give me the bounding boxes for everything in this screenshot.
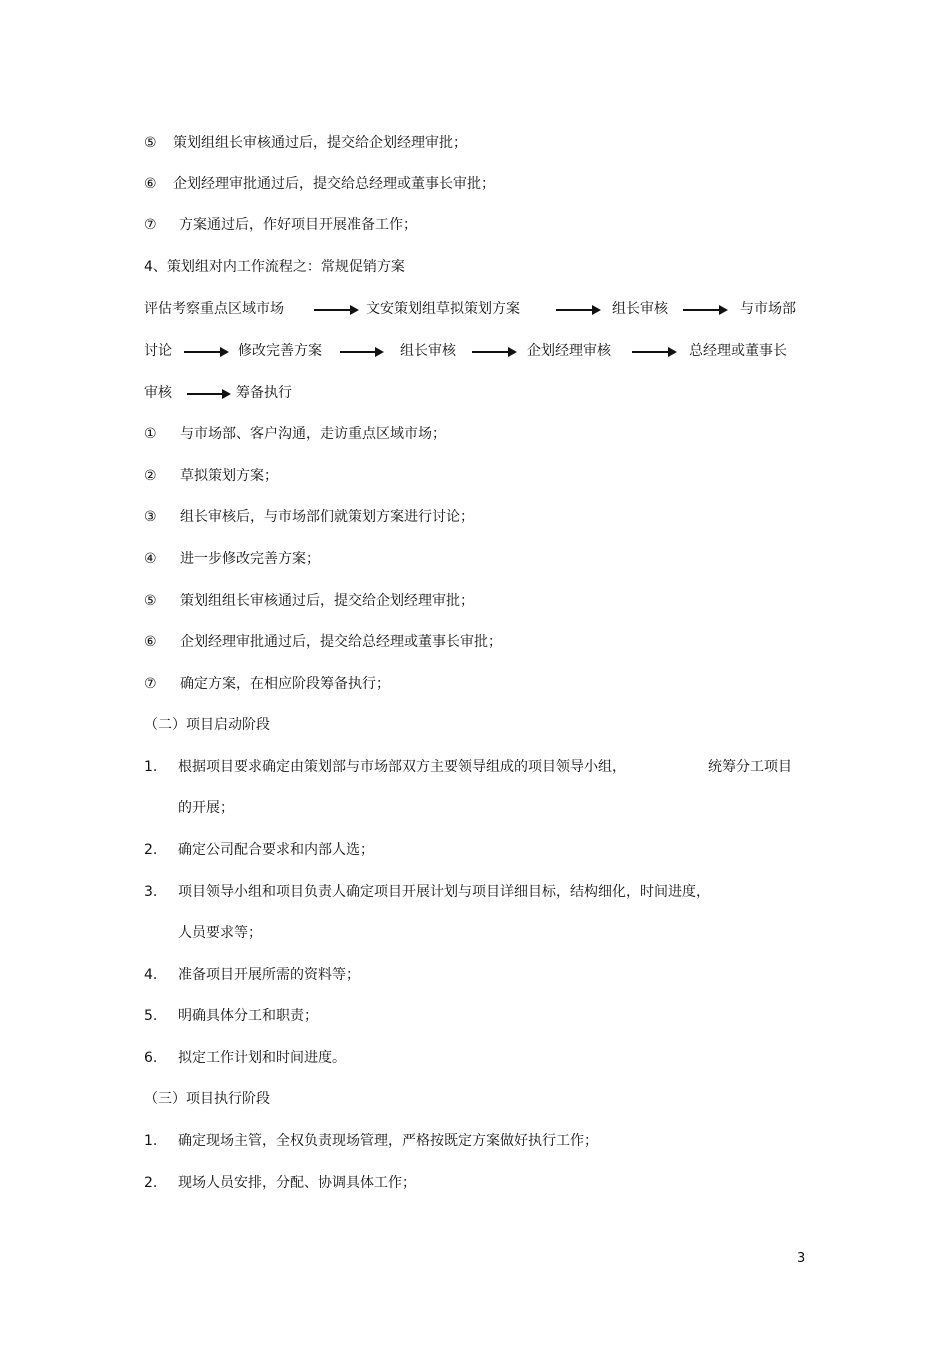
arrow-right-icon bbox=[683, 309, 726, 311]
item-text: 组长审核后，与市场部们就策划方案进行讨论； bbox=[180, 509, 474, 525]
item-number: 3. bbox=[144, 884, 158, 900]
flow-row bbox=[0, 341, 950, 361]
item-number: 1. bbox=[144, 1133, 158, 1149]
page-number: 3 bbox=[797, 1251, 806, 1266]
item-text: 准备项目开展所需的资料等； bbox=[178, 967, 360, 983]
flow-step: 组长审核 bbox=[612, 301, 668, 317]
item-text-tail: 统筹分工项目 bbox=[708, 759, 792, 775]
item-number: 2. bbox=[144, 842, 158, 858]
item-number: 1. bbox=[144, 759, 158, 775]
flow-step: 评估考察重点区域市场 bbox=[144, 301, 284, 317]
item-text: 确定现场主管，全权负责现场管理，严格按既定方案做好执行工作； bbox=[178, 1133, 598, 1149]
item-text: 草拟策划方案； bbox=[180, 468, 278, 484]
item-text: 进一步修改完善方案； bbox=[180, 551, 320, 567]
item-text: 企划经理审批通过后，提交给总经理或董事长审批； bbox=[180, 634, 502, 650]
item-marker: ⑥ bbox=[144, 176, 157, 192]
item-number: 4. bbox=[144, 967, 158, 983]
item-text: 方案通过后，作好项目开展准备工作； bbox=[179, 217, 417, 233]
flow-step: 组长审核 bbox=[400, 343, 456, 359]
item-number: 2. bbox=[144, 1175, 158, 1191]
item-text: 明确具体分工和职责； bbox=[178, 1008, 318, 1024]
item-number: 5. bbox=[144, 1008, 158, 1024]
flow-row bbox=[0, 383, 950, 403]
item-marker: ⑤ bbox=[144, 593, 157, 609]
flow-step: 文安策划组草拟策划方案 bbox=[366, 301, 520, 317]
flow-step: 与市场部 bbox=[740, 301, 796, 317]
arrow-right-icon bbox=[632, 351, 675, 353]
flow-step: 企划经理审核 bbox=[527, 343, 611, 359]
item-text: 策划组组长审核通过后，提交给企划经理审批； bbox=[180, 593, 474, 609]
item-marker: ④ bbox=[144, 551, 157, 567]
item-marker: ⑥ bbox=[144, 634, 157, 650]
item-text: 现场人员安排，分配、协调具体工作； bbox=[178, 1175, 416, 1191]
item-text: 与市场部、客户沟通，走访重点区域市场； bbox=[180, 426, 446, 442]
arrow-right-icon bbox=[187, 393, 229, 395]
item-text: 企划经理审批通过后，提交给总经理或董事长审批； bbox=[173, 176, 495, 192]
arrow-right-icon bbox=[184, 351, 227, 353]
item-text: 拟定工作计划和时间进度。 bbox=[178, 1050, 346, 1066]
item-marker: ⑦ bbox=[144, 676, 157, 692]
item-marker: ② bbox=[144, 468, 157, 484]
item-marker: ⑦ bbox=[144, 217, 157, 233]
item-text: 确定公司配合要求和内部人选； bbox=[178, 842, 374, 858]
flow-step: 讨论 bbox=[144, 343, 172, 359]
flow-row bbox=[0, 299, 950, 319]
item-marker: ⑤ bbox=[144, 135, 157, 151]
flow-step: 修改完善方案 bbox=[238, 343, 322, 359]
item-number: 6. bbox=[144, 1050, 158, 1066]
flow-step: 审核 bbox=[144, 385, 172, 401]
arrow-right-icon bbox=[340, 351, 382, 353]
arrow-right-icon bbox=[472, 351, 515, 353]
item-text: 根据项目要求确定由策划部与市场部双方主要领导组成的项目领导小组， bbox=[178, 759, 626, 775]
item-marker: ① bbox=[144, 426, 157, 442]
arrow-right-icon bbox=[556, 309, 599, 311]
item-text: 策划组组长审核通过后，提交给企划经理审批； bbox=[173, 135, 467, 151]
item-text: 确定方案，在相应阶段筹备执行； bbox=[180, 676, 390, 692]
item-text: 项目领导小组和项目负责人确定项目开展计划与项目详细目标，结构细化，时间进度， bbox=[178, 884, 710, 900]
arrow-right-icon bbox=[314, 309, 357, 311]
flow-step: 总经理或董事长 bbox=[689, 343, 787, 359]
flow-step: 筹备执行 bbox=[236, 385, 292, 401]
item-marker: ③ bbox=[144, 509, 157, 525]
